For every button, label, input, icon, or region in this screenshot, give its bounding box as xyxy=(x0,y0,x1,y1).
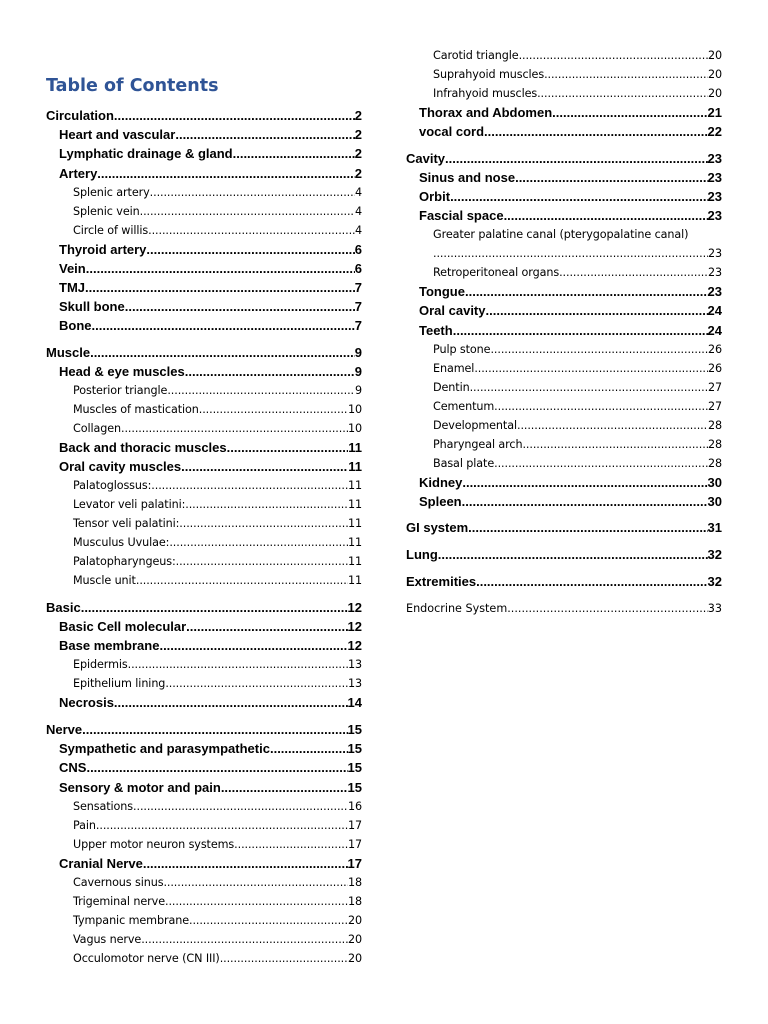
toc-leader-dots xyxy=(159,636,347,655)
toc-entry-label: Sympathetic and parasympathetic xyxy=(59,741,270,757)
toc-entry[interactable] xyxy=(46,930,362,949)
toc-entry-continuation xyxy=(433,244,722,263)
toc-entry[interactable] xyxy=(406,435,722,454)
toc-leader-dots xyxy=(86,758,347,777)
toc-entry-label: Basic Cell molecular xyxy=(59,619,187,635)
toc-entry[interactable] xyxy=(406,473,722,492)
toc-entry-page: 14 xyxy=(347,695,362,711)
toc-entry[interactable] xyxy=(406,122,722,141)
toc-entry[interactable] xyxy=(46,438,362,457)
toc-entry[interactable] xyxy=(46,144,362,163)
toc-leader-dots xyxy=(559,263,708,282)
toc-entry-page: 17 xyxy=(347,818,362,832)
toc-entry[interactable] xyxy=(406,282,722,301)
toc-entry-label: Enamel xyxy=(433,361,475,375)
toc-entry-label: vocal cord xyxy=(419,124,485,140)
toc-entry-page: 11 xyxy=(347,479,362,493)
toc-entry[interactable] xyxy=(406,518,722,537)
toc-leader-dots xyxy=(504,206,708,225)
toc-entry[interactable] xyxy=(406,378,722,397)
toc-leader-dots xyxy=(490,340,708,359)
toc-leader-dots xyxy=(450,187,707,206)
toc-entry-page: 28 xyxy=(707,437,722,451)
toc-entry-label: Palatopharyngeus: xyxy=(73,555,176,569)
toc-leader-dots xyxy=(445,149,708,168)
toc-entry[interactable] xyxy=(46,164,362,183)
toc-leader-dots xyxy=(175,125,354,144)
toc-entry-page: 11 xyxy=(347,498,362,512)
toc-entry-page: 9 xyxy=(354,344,362,360)
toc-entry-label: Retroperitoneal organs xyxy=(433,266,560,280)
toc-entry[interactable] xyxy=(46,343,362,362)
toc-leader-dots xyxy=(537,84,708,103)
toc-entry-page: 16 xyxy=(347,799,362,813)
toc-entry-page: 26 xyxy=(707,342,722,356)
toc-entry[interactable] xyxy=(46,495,362,514)
toc-leader-dots xyxy=(438,545,708,564)
toc-leader-dots xyxy=(186,617,347,636)
toc-entry-label: Circulation xyxy=(46,108,114,123)
toc-entry-page: 13 xyxy=(347,658,362,672)
toc-entry-label: Oral cavity muscles xyxy=(59,459,182,475)
toc-entry[interactable] xyxy=(46,892,362,911)
toc-left-column xyxy=(46,106,362,968)
toc-leader-dots xyxy=(90,343,355,362)
toc-leader-dots xyxy=(97,164,354,183)
toc-entry-page: 12 xyxy=(347,619,362,635)
toc-entry-page: 23 xyxy=(707,189,722,205)
toc-entry-label: Cavernous sinus xyxy=(73,875,164,889)
toc-leader-dots xyxy=(465,282,708,301)
toc-entry[interactable] xyxy=(46,457,362,476)
toc-entry-label: TMJ xyxy=(59,279,85,295)
toc-entry-label: Basic xyxy=(46,599,81,615)
toc-entry-page: 20 xyxy=(707,87,722,100)
toc-entry-label: Palatoglossus: xyxy=(73,479,152,493)
toc-entry-label: Necrosis xyxy=(59,695,114,711)
toc-leader-dots xyxy=(507,599,708,618)
toc-leader-dots xyxy=(148,221,355,240)
toc-leader-dots xyxy=(165,674,348,693)
toc-entry-label: Basal plate xyxy=(433,456,495,470)
toc-entry-page: 15 xyxy=(347,721,362,737)
toc-entry-label: Infrahyoid muscles xyxy=(433,87,538,100)
toc-entry-label: Upper motor neuron systems xyxy=(73,837,235,851)
toc-leader-dots xyxy=(141,930,348,949)
toc-entry[interactable] xyxy=(406,301,722,320)
toc-entry-page: 23 xyxy=(707,266,722,280)
toc-entry[interactable] xyxy=(46,316,362,335)
toc-entry[interactable] xyxy=(406,149,722,168)
toc-entry-label: Cranial Nerve xyxy=(59,855,143,871)
toc-entry-label: Base membrane xyxy=(59,638,160,654)
toc-entry-label: Cavity xyxy=(406,150,446,166)
toc-entry-page: 11 xyxy=(347,536,362,550)
toc-entry-page: 13 xyxy=(347,677,362,691)
toc-leader-dots xyxy=(96,816,348,835)
toc-entry-label: Skull bone xyxy=(59,298,125,314)
toc-leader-dots xyxy=(522,435,707,454)
toc-entry-label: Teeth xyxy=(419,322,453,338)
toc-entry-label: Greater palatine canal (pterygopalatine canal) xyxy=(433,228,689,242)
toc-leader-dots xyxy=(143,854,348,873)
toc-entry-label: Tensor veli palatini: xyxy=(73,517,180,531)
toc-entry-label: Splenic artery xyxy=(73,185,150,199)
toc-leader-dots xyxy=(146,240,354,259)
toc-entry[interactable] xyxy=(46,400,362,419)
toc-leader-dots xyxy=(176,552,348,571)
toc-leader-dots xyxy=(233,144,355,163)
toc-entry[interactable] xyxy=(46,598,362,617)
toc-leader-dots xyxy=(92,316,355,335)
toc-entry-page: 11 xyxy=(347,574,362,588)
toc-entry[interactable] xyxy=(46,362,362,381)
toc-entry[interactable] xyxy=(46,674,362,693)
toc-entry[interactable] xyxy=(46,778,362,797)
toc-entry-label: Kidney xyxy=(419,474,463,490)
toc-entry[interactable] xyxy=(46,816,362,835)
toc-entry-page: 20 xyxy=(347,932,362,946)
toc-entry-label: Pharyngeal arch xyxy=(433,437,523,451)
toc-entry-label: Tympanic membrane xyxy=(73,913,189,927)
toc-entry[interactable] xyxy=(406,340,722,359)
toc-leader-dots xyxy=(185,495,348,514)
toc-entry[interactable] xyxy=(46,125,362,144)
toc-entry-page: 4 xyxy=(354,204,362,218)
toc-entry-label: Epidermis xyxy=(73,658,128,672)
toc-entry[interactable] xyxy=(46,949,362,968)
toc-entry-page: 23 xyxy=(707,208,722,224)
toc-entry-page: 27 xyxy=(707,399,722,413)
toc-leader-dots xyxy=(544,65,708,84)
toc-entry-label: Dentin xyxy=(433,380,470,394)
toc-leader-dots xyxy=(462,473,707,492)
toc-entry-label: Circle of willis xyxy=(73,223,149,237)
toc-entry-page: 12 xyxy=(347,638,362,654)
toc-entry[interactable] xyxy=(46,720,362,739)
toc-entry-label: Spleen xyxy=(419,493,462,509)
toc-entry[interactable] xyxy=(406,225,722,263)
toc-entry[interactable] xyxy=(406,168,722,187)
toc-leader-dots xyxy=(433,244,708,263)
toc-entry-label: Orbit xyxy=(419,189,451,205)
toc-entry-page: 6 xyxy=(354,241,362,257)
toc-entry[interactable] xyxy=(46,797,362,816)
toc-leader-dots xyxy=(474,359,708,378)
toc-leader-dots xyxy=(494,454,708,473)
toc-entry-page: 15 xyxy=(347,779,362,795)
toc-entry[interactable] xyxy=(406,397,722,416)
toc-entry-label: Epithelium lining xyxy=(73,677,166,691)
toc-entry-label: Bone xyxy=(59,318,92,334)
toc-entry-label: Carotid triangle xyxy=(433,49,519,62)
toc-entry[interactable] xyxy=(406,599,722,618)
toc-entry-label: Cementum xyxy=(433,399,495,413)
toc-entry[interactable] xyxy=(46,854,362,873)
toc-entry[interactable] xyxy=(46,183,362,202)
toc-entry-label: Muscle unit xyxy=(73,574,136,588)
toc-entry-label: Levator veli palatini: xyxy=(73,498,186,512)
toc-entry[interactable] xyxy=(406,416,722,435)
toc-entry-page: 9 xyxy=(354,384,362,398)
toc-entry[interactable] xyxy=(46,873,362,892)
toc-entry[interactable] xyxy=(46,693,362,712)
toc-leader-dots xyxy=(519,46,708,65)
toc-entry-page: 20 xyxy=(707,68,722,81)
toc-entry-page: 32 xyxy=(707,547,722,563)
toc-leader-dots xyxy=(121,419,348,438)
toc-leader-dots xyxy=(165,892,348,911)
toc-leader-dots xyxy=(517,416,708,435)
toc-leader-dots xyxy=(476,572,707,591)
toc-entry-page: 2 xyxy=(354,146,362,162)
toc-leader-dots xyxy=(163,873,348,892)
toc-entry-label: Musculus Uvulae: xyxy=(73,536,170,550)
toc-entry[interactable] xyxy=(406,321,722,340)
toc-entry[interactable] xyxy=(406,263,722,282)
toc-entry-page: 10 xyxy=(347,403,362,417)
toc-entry[interactable] xyxy=(406,572,722,591)
toc-leader-dots xyxy=(86,259,355,278)
toc-entry-page: 23 xyxy=(707,247,722,261)
toc-entry-page: 20 xyxy=(347,951,362,965)
toc-entry[interactable] xyxy=(46,221,362,240)
toc-entry-label: Sinus and nose xyxy=(419,170,516,186)
toc-leader-dots xyxy=(167,381,355,400)
toc-leader-dots xyxy=(114,106,355,125)
toc-entry-page: 2 xyxy=(354,108,362,123)
toc-entry[interactable] xyxy=(46,911,362,930)
toc-entry[interactable] xyxy=(406,454,722,473)
toc-leader-dots xyxy=(114,693,348,712)
toc-leader-dots xyxy=(133,797,348,816)
toc-entry-page: 2 xyxy=(354,127,362,143)
toc-entry[interactable] xyxy=(406,359,722,378)
toc-entry[interactable] xyxy=(46,571,362,590)
toc-entry-page: 22 xyxy=(707,124,722,140)
toc-entry-label: Extremities xyxy=(406,574,477,590)
toc-entry[interactable] xyxy=(46,758,362,777)
toc-leader-dots xyxy=(85,278,355,297)
toc-entry-page: 11 xyxy=(348,440,362,456)
toc-entry-page: 23 xyxy=(707,284,722,300)
toc-entry-label: Developmental xyxy=(433,418,517,432)
toc-entry-label: CNS xyxy=(59,760,87,776)
toc-entry-page: 18 xyxy=(347,875,362,889)
toc-entry[interactable] xyxy=(46,476,362,495)
toc-entry[interactable] xyxy=(46,419,362,438)
toc-leader-dots xyxy=(552,103,707,122)
toc-entry[interactable] xyxy=(406,206,722,225)
toc-leader-dots xyxy=(462,492,708,511)
toc-entry-label: Occulomotor nerve (CN III) xyxy=(73,951,220,965)
toc-entry-page: 30 xyxy=(707,493,722,509)
toc-entry-label: Sensations xyxy=(73,799,134,813)
toc-entry-label: Sensory & motor and pain xyxy=(59,779,221,795)
toc-entry-label: Tongue xyxy=(419,284,465,300)
toc-entry[interactable] xyxy=(46,617,362,636)
toc-entry-label: Fascial space xyxy=(419,208,504,224)
toc-entry-label: Thorax and Abdomen xyxy=(419,105,553,120)
toc-entry-page: 18 xyxy=(347,894,362,908)
toc-leader-dots xyxy=(453,321,708,340)
toc-entry-page: 32 xyxy=(707,574,722,590)
toc-entry-label: Pulp stone xyxy=(433,342,491,356)
toc-entry-label: Nerve xyxy=(46,721,83,737)
toc-entry[interactable] xyxy=(46,240,362,259)
toc-entry-page: 12 xyxy=(347,599,362,615)
toc-entry[interactable] xyxy=(46,636,362,655)
toc-entry-page: 24 xyxy=(707,322,722,338)
toc-leader-dots xyxy=(150,183,355,202)
toc-entry[interactable] xyxy=(46,259,362,278)
toc-leader-dots xyxy=(227,438,349,457)
toc-leader-dots xyxy=(125,297,355,316)
toc-entry-page: 15 xyxy=(347,760,362,776)
toc-entry-page: 23 xyxy=(707,170,722,186)
toc-entry-page: 28 xyxy=(707,418,722,432)
toc-entry-page: 11 xyxy=(347,517,362,531)
toc-entry-label: Heart and vascular xyxy=(59,127,176,143)
toc-leader-dots xyxy=(486,301,708,320)
toc-leader-dots xyxy=(270,739,348,758)
toc-entry[interactable] xyxy=(46,655,362,674)
toc-entry[interactable] xyxy=(46,739,362,758)
toc-entry-page: 10 xyxy=(347,422,362,436)
toc-entry-page: 30 xyxy=(707,474,722,490)
toc-entry-label: Thyroid artery xyxy=(59,241,147,257)
toc-entry[interactable] xyxy=(46,835,362,854)
toc-entry[interactable] xyxy=(406,545,722,564)
toc-leader-dots xyxy=(468,518,707,537)
toc-entry[interactable] xyxy=(406,187,722,206)
toc-entry-label: Muscles of mastication xyxy=(73,403,199,417)
toc-entry[interactable] xyxy=(46,514,362,533)
toc-entry-page: 11 xyxy=(347,555,362,569)
toc-leader-dots xyxy=(81,598,348,617)
toc-leader-dots xyxy=(515,168,707,187)
toc-entry[interactable] xyxy=(46,552,362,571)
toc-entry-label: Muscle xyxy=(46,344,91,360)
toc-entry-label: Trigeminal nerve xyxy=(73,894,165,908)
toc-entry-label: Collagen xyxy=(73,422,122,436)
toc-leader-dots xyxy=(140,202,355,221)
toc-entry-label: Oral cavity xyxy=(419,303,486,319)
toc-entry-label: Lung xyxy=(406,547,438,563)
toc-leader-dots xyxy=(181,457,348,476)
toc-entry-label: Endocrine System xyxy=(406,602,508,615)
toc-entry-page: 23 xyxy=(707,150,722,166)
toc-entry-page: 20 xyxy=(707,49,722,62)
toc-leader-dots xyxy=(494,397,708,416)
toc-leader-dots xyxy=(484,122,708,141)
toc-entry-page: 7 xyxy=(354,318,362,334)
toc-entry-label: Back and thoracic muscles xyxy=(59,440,227,456)
toc-leader-dots xyxy=(151,476,348,495)
toc-entry-label: Lymphatic drainage & gland xyxy=(59,146,233,162)
toc-entry-page: 24 xyxy=(707,303,722,319)
toc-entry-page: 6 xyxy=(354,260,362,276)
toc-entry-label: GI system xyxy=(406,520,469,536)
toc-entry-page: 2 xyxy=(354,165,362,181)
toc-right-column xyxy=(406,46,722,618)
toc-entry[interactable] xyxy=(406,492,722,511)
toc-leader-dots xyxy=(185,362,355,381)
toc-entry-page: 26 xyxy=(707,361,722,375)
toc-entry-page: 17 xyxy=(347,855,362,871)
toc-entry-page: 9 xyxy=(354,364,362,380)
toc-leader-dots xyxy=(199,400,348,419)
toc-entry-label: Splenic vein xyxy=(73,204,140,218)
toc-entry-page: 20 xyxy=(347,913,362,927)
page-title: Table of Contents xyxy=(46,76,219,96)
toc-entry[interactable] xyxy=(46,381,362,400)
toc-entry-label: Artery xyxy=(59,165,98,181)
toc-leader-dots xyxy=(128,655,348,674)
toc-entry[interactable] xyxy=(46,297,362,316)
toc-leader-dots xyxy=(179,514,348,533)
toc-entry-page: 27 xyxy=(707,380,722,394)
toc-entry-page: 11 xyxy=(348,459,362,475)
toc-entry-page: 4 xyxy=(354,185,362,199)
toc-entry[interactable] xyxy=(406,65,722,84)
toc-entry[interactable] xyxy=(46,106,362,125)
toc-leader-dots xyxy=(470,378,708,397)
toc-entry-label: Vein xyxy=(59,260,86,276)
toc-leader-dots xyxy=(189,911,348,930)
toc-entry-page: 31 xyxy=(707,520,722,536)
toc-leader-dots xyxy=(169,533,348,552)
toc-entry[interactable] xyxy=(46,278,362,297)
toc-entry-label: Head & eye muscles xyxy=(59,364,185,380)
toc-entry[interactable] xyxy=(406,46,722,65)
toc-entry-page: 7 xyxy=(354,279,362,295)
toc-leader-dots xyxy=(221,778,348,797)
toc-leader-dots xyxy=(220,949,348,968)
toc-entry-page: 21 xyxy=(707,105,722,120)
toc-entry-page: 4 xyxy=(354,223,362,237)
toc-entry[interactable] xyxy=(46,533,362,552)
toc-leader-dots xyxy=(82,720,347,739)
toc-entry-label: Vagus nerve xyxy=(73,932,142,946)
toc-entry[interactable] xyxy=(46,202,362,221)
toc-entry-page: 28 xyxy=(707,456,722,470)
toc-entry-label: Pain xyxy=(73,818,96,832)
toc-entry-page: 15 xyxy=(347,741,362,757)
toc-entry-page: 33 xyxy=(707,602,722,615)
toc-entry[interactable] xyxy=(406,103,722,122)
toc-entry-label: Suprahyoid muscles xyxy=(433,68,545,81)
toc-leader-dots xyxy=(136,571,348,590)
toc-entry-label: Posterior triangle xyxy=(73,384,168,398)
toc-entry[interactable] xyxy=(406,84,722,103)
toc-entry-page: 7 xyxy=(354,298,362,314)
toc-leader-dots xyxy=(234,835,348,854)
toc-entry-page: 17 xyxy=(347,837,362,851)
